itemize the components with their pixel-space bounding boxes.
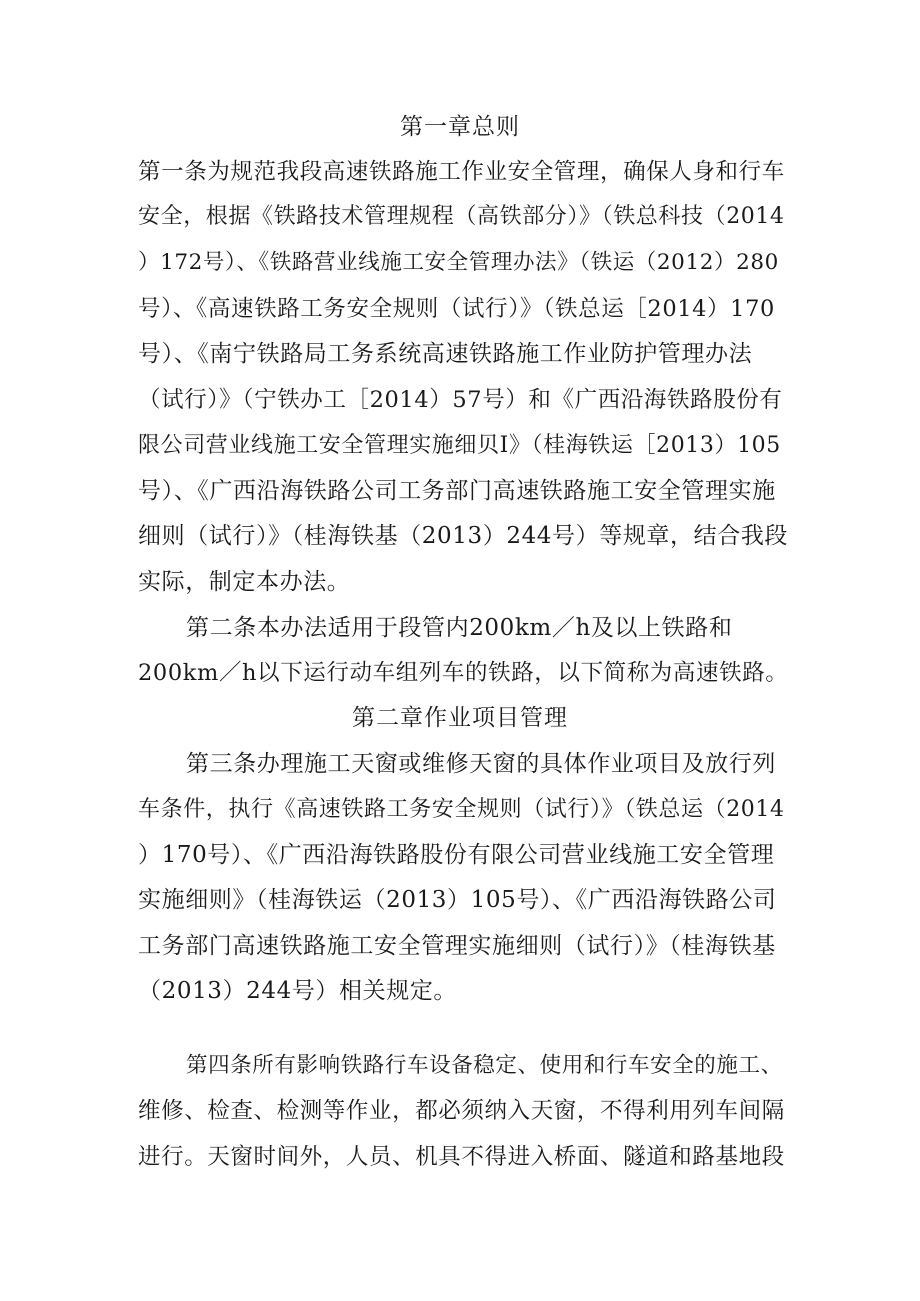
article-1-line-2: 安全，根据《铁路技术管理规程（高铁部分）》（铁总科技（2014 bbox=[138, 204, 785, 229]
article-1-line-1: 第一条为规范我段高速铁路施工作业安全管理，确保人身和行车 bbox=[138, 159, 785, 185]
article-3-line-2: 车条件，执行《高速铁路工务安全规则（试行）》（铁总运（2014 bbox=[138, 797, 785, 822]
article-1-line-8: 号）、《广西沿海铁路公司工务部门高速铁路施工安全管理实施 bbox=[138, 478, 776, 504]
article-1-line-7: 限公司营业线施工安全管理实施细贝I》（桂海铁运［2013）105 bbox=[138, 433, 781, 458]
article-1-line-3: ）172号）、《铁路营业线施工安全管理办法》（铁运（2012）280 bbox=[138, 250, 779, 275]
article-1-line-10: 实际，制定本办法。 bbox=[138, 569, 351, 595]
chapter-2-title: 第二章作业项目管理 bbox=[352, 705, 568, 731]
article-2-line-2: 200km／h以下运行动车组列车的铁路，以下简称为高速铁路。 bbox=[138, 660, 789, 686]
article-3-line-4: 实施细则》（桂海铁运（2013）105号）、《广西沿海铁路公司 bbox=[138, 887, 777, 913]
article-1-line-4: 号）、《高速铁路工务安全规则（试行）》（铁总运［2014）170 bbox=[138, 296, 775, 322]
article-3-line-3: ）170号）、《广西沿海铁路股份有限公司营业线施工安全管理 bbox=[138, 842, 775, 868]
article-4-line-2: 维修、检查、检测等作业，都必须纳入天窗，不得利用列车间隔 bbox=[138, 1098, 785, 1124]
article-2-line-1: 第二条本办法适用于段管内200km／h及以上铁路和 bbox=[186, 615, 733, 641]
article-4-line-1: 第四条所有影响铁路行车设备稳定、使用和行车安全的施工、 bbox=[186, 1053, 783, 1078]
article-1-line-9: 细则（试行）》（桂海铁基（2013）244号）等规章，结合我段 bbox=[138, 523, 789, 549]
chapter-1-title: 第一章总则 bbox=[400, 114, 520, 140]
article-3-line-6: （2013）244号）相关规定。 bbox=[138, 978, 458, 1004]
article-1-line-5: 号）、《南宁铁路局工务系统高速铁路施工作业防护管理办法 bbox=[138, 341, 753, 367]
article-4-line-3: 进行。天窗时间外，人员、机具不得进入桥面、隧道和路基地段 bbox=[138, 1144, 785, 1170]
article-3-line-5: 工务部门高速铁路施工安全管理实施细则（试行）》（桂海铁基 bbox=[138, 933, 776, 959]
article-1-line-6: （试行）》（宁铁办工［2014）57号）和《广西沿海铁路股份有 bbox=[138, 387, 783, 413]
article-3-line-1: 第三条办理施工天窗或维修天窗的具体作业项目及放行列 bbox=[186, 751, 776, 777]
